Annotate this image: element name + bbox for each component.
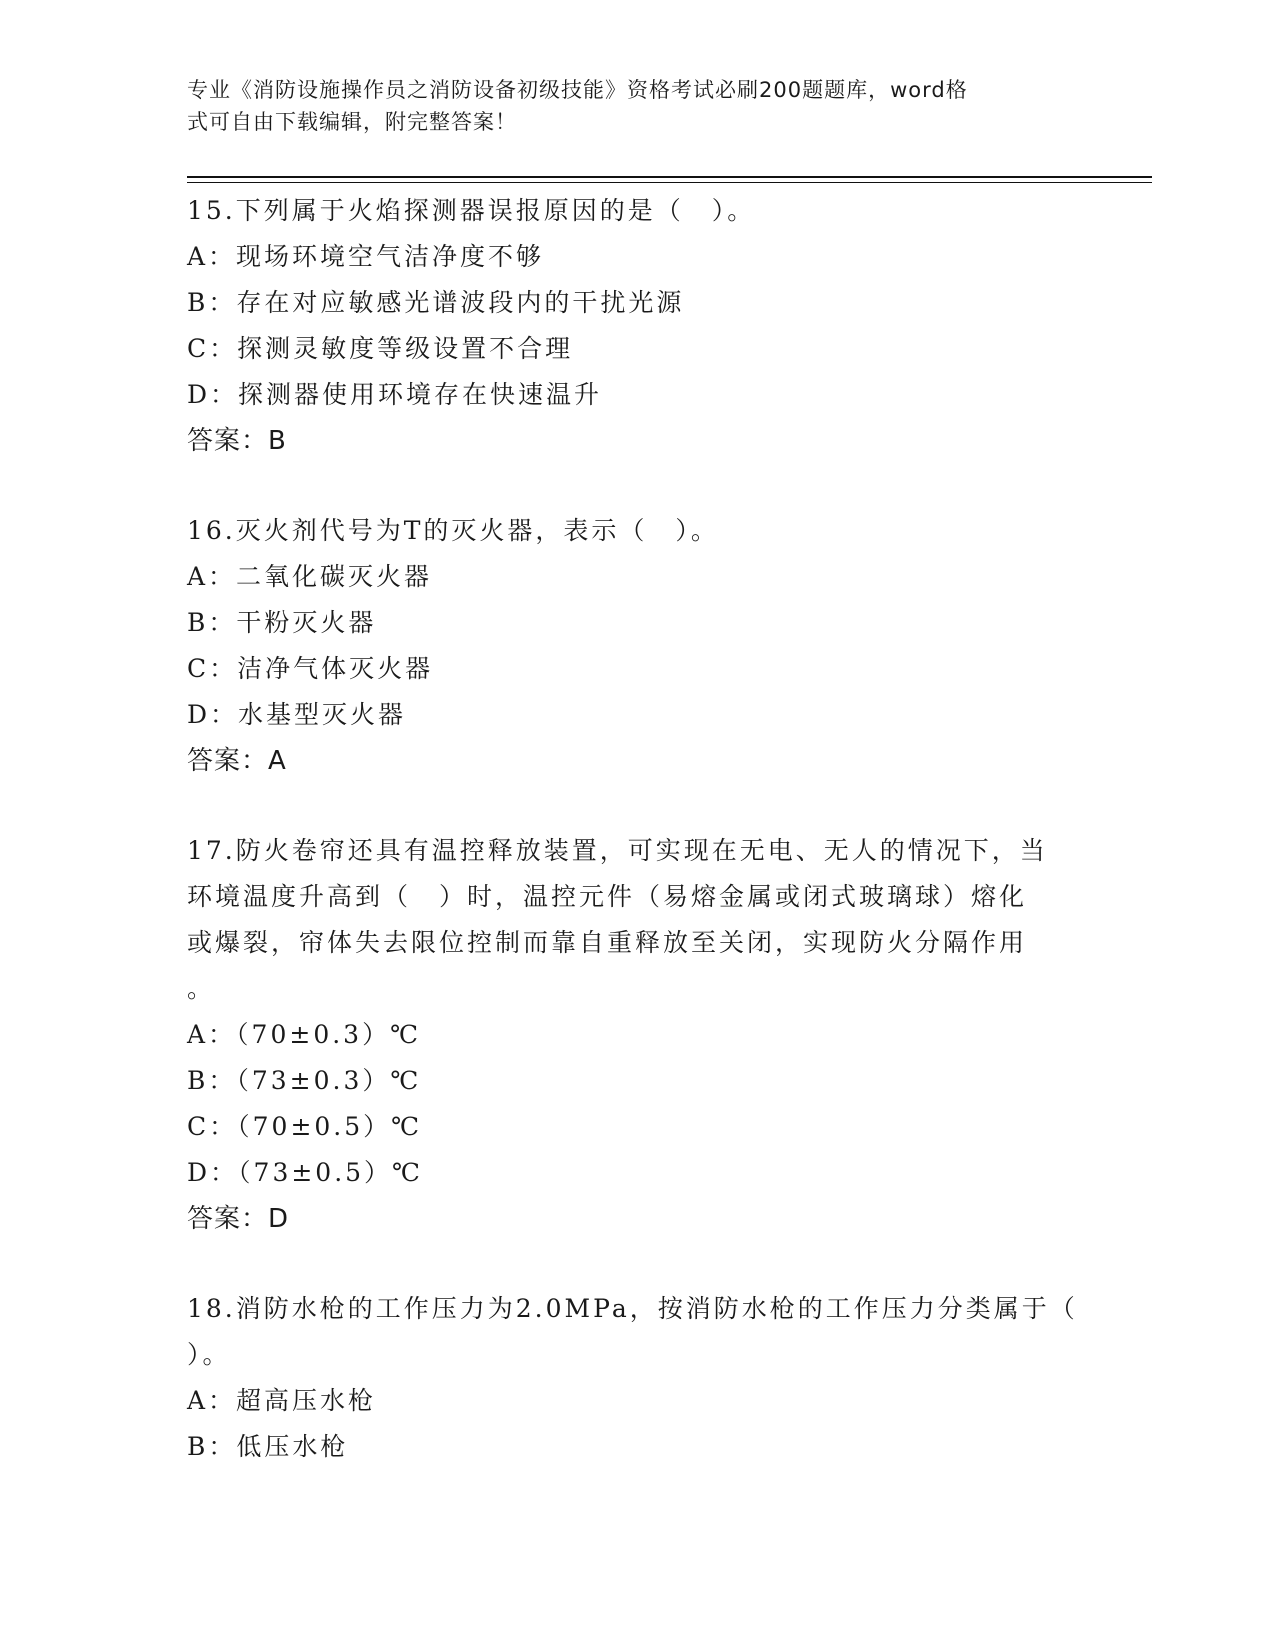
question-stem-line-1: 17.防火卷帘还具有温控释放装置，可实现在无电、无人的情况下，当: [187, 836, 1048, 865]
header-divider-thin: [187, 182, 1152, 183]
document-header: [187, 74, 1087, 138]
option-d: D：（73±0.5）℃: [187, 1158, 424, 1187]
question-stem-line-3: 或爆裂，帘体失去限位控制而靠自重释放至关闭，实现防火分隔作用: [187, 928, 1028, 957]
option-d: D：探测器使用环境存在快速温升: [187, 380, 603, 409]
option-c: C：（70±0.5）℃: [187, 1112, 423, 1141]
option-b: B：（73±0.3）℃: [187, 1066, 422, 1095]
question-18: [187, 1286, 1087, 1470]
option-d: D：水基型灭火器: [187, 700, 407, 729]
option-a: A：二氧化碳灭火器: [187, 562, 433, 591]
answer-label: 答案：A: [187, 746, 287, 776]
question-16: [187, 508, 1087, 784]
question-stem: 15.下列属于火焰探测器误报原因的是（ ）。: [187, 196, 756, 225]
header-line-1: 专业《消防设施操作员之消防设备初级技能》资格考试必刷200题题库，word格: [187, 78, 968, 102]
question-list: [187, 188, 1087, 1470]
header-line-2: 式可自由下载编辑，附完整答案！: [187, 110, 517, 134]
option-a: A：现场环境空气洁净度不够: [187, 242, 545, 271]
question-17: [187, 828, 1087, 1242]
question-stem-line-2: 环境温度升高到（ ）时，温控元件（易熔金属或闭式玻璃球）熔化: [187, 882, 1028, 911]
option-c: C：洁净气体灭火器: [187, 654, 434, 683]
option-b: B：干粉灭火器: [187, 608, 377, 637]
option-a: A：（70±0.3）℃: [187, 1020, 422, 1049]
option-c: C：探测灵敏度等级设置不合理: [187, 334, 574, 363]
option-b: B：存在对应敏感光谱波段内的干扰光源: [187, 288, 685, 317]
answer-label: 答案：D: [187, 1204, 290, 1234]
answer-label: 答案：B: [187, 426, 287, 456]
question-stem-line-4: 。: [187, 974, 216, 1003]
question-15: [187, 188, 1087, 464]
option-a: A：超高压水枪: [187, 1386, 377, 1415]
question-stem-line-2: ）。: [187, 1340, 231, 1369]
question-stem-line-1: 18.消防水枪的工作压力为2.0MPa，按消防水枪的工作压力分类属于（: [187, 1294, 1078, 1323]
header-divider-thick: [187, 176, 1152, 178]
question-stem: 16.灭火剂代号为T的灭火器，表示（ ）。: [187, 516, 719, 545]
option-b: B：低压水枪: [187, 1432, 349, 1461]
